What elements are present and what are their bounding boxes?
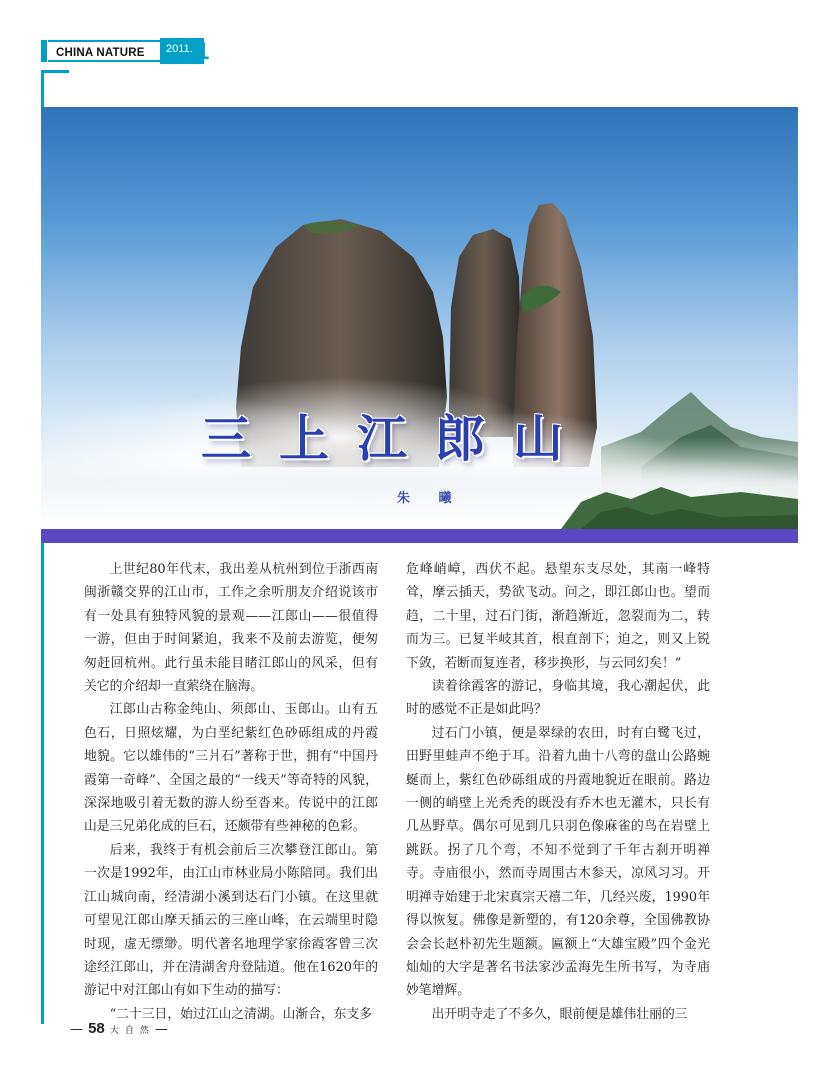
paragraph: 出开明寺走了不多久，眼前便是雄伟壮丽的三 [431, 1006, 688, 1022]
page-footer [70, 1018, 168, 1037]
paragraph: 危峰峭嶂，西伏不起。悬望东支尽处，其南一峰特耸，摩云插天，势欲飞动。问之，即江郎山也。望而趋，二十里，过石门街，渐趋渐近，忽裂而为二，转而为三。已复半岐其首，根直剖下；迫之，则又上锐下敛，若断而复连者，移步换形，与云同幻矣！” [406, 562, 710, 671]
footer-dash-left: — [70, 1022, 83, 1037]
paragraph: 过石门小镇，便是翠绿的农田，时有白鹭飞过，田野里蛙声不绝于耳。沿着九曲十八弯的盘山公路蜿蜒而上，紫红色砂砾组成的丹霞地貌近在眼前。路边一侧的峭壁上光秃秃的既没有乔木也无灌木，只长有几丛野草。偶尔可见到几只羽色像麻雀的鸟在岩壁上跳跃。拐了几个弯，不知不觉到了千年古刹开明禅寺。寺庙很小，然而寺周围古木参天，凉风习习。开明禅寺始建于北宋真宗天禧二年，几经兴废，1990年得以恢复。佛像是新塑的，有120余尊，全国佛教协会会长赵朴初先生题额。匾额上“大雄宝殿”四个金光灿灿的大字是著名书法家沙孟海先生所书写，为寺庙妙笔增辉。 [406, 725, 710, 999]
paragraph: “二十三日，始过江山之清湖。山渐合，东支多 [109, 1006, 373, 1022]
masthead-accent-bar [41, 40, 47, 62]
magazine-name: CHINA NATURE [56, 47, 145, 59]
paragraph: 上世纪80年代末，我出差从杭州到位于浙西南闽浙赣交界的江山市，工作之余听朋友介绍说该市有一处具有独特风貌的景观——江郎山——很值得一游，但由于时间紧迫，我来不及前去游览，便匆匆赶回杭州。此行虽未能目睹江郎山的风采，但有关它的介绍却一直萦绕在脑海。 [84, 562, 378, 695]
left-column [84, 558, 378, 1026]
article-author: 朱 曦 [397, 491, 464, 506]
paragraph: 江郎山古称金纯山、须郎山、玉郎山。山有五色石，日照炫耀，为白垩纪紫红色砂砾组成的丹霞地貌。它以雄伟的“三爿石”著称于世，拥有“中国丹霞第一奇峰”、全国之最的“一线天”等奇特的风貌，深深地吸引着无数的游人纷至沓来。传说中的江郎山是三兄弟化成的巨石，还颇带有些神秘的色彩。 [84, 702, 378, 835]
footer-magazine-name: 大自然 [109, 1026, 155, 1036]
issue-number: 1 [196, 38, 210, 65]
footer-accent [41, 1018, 44, 1024]
right-column [406, 558, 710, 1026]
hero-photo [41, 107, 798, 529]
paragraph: 后来，我终于有机会前后三次攀登江郎山。第一次是1992年，由江山市林业局小陈陪同。我们出江山城向南，经清湖小溪到达石门小镇。在这里就可望见江郎山摩天插云的三座山峰，在云端里时隐时现，虚无缥缈。明代著名地理学家徐霞客曾三次途经江郎山，并在清湖舍舟登陆道。他在1620年的游记中对江郎山有如下生动的描写： [84, 842, 378, 999]
article-title: 三上江郎山 [201, 409, 591, 468]
page-number: 58 [88, 1020, 105, 1037]
footer-dash-right: — [154, 1022, 168, 1037]
paragraph: 读着徐霞客的游记，身临其境，我心潮起伏，此时的感觉不正是如此吗？ [406, 679, 710, 718]
masthead-corner-line [41, 70, 69, 73]
issue-year: 2011. [160, 38, 204, 64]
hero-bottom-band [41, 529, 798, 543]
